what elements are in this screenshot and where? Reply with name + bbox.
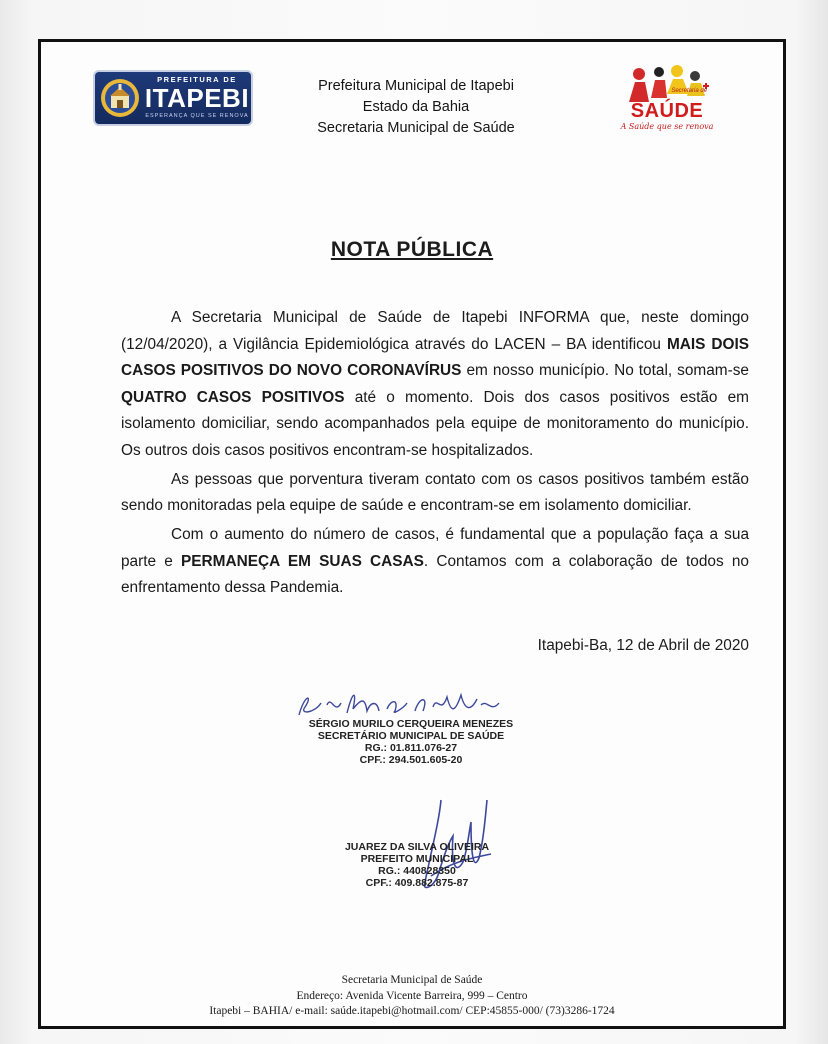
- logo-saude-name: SAÚDE: [630, 100, 704, 122]
- itapebi-logo: [93, 70, 253, 126]
- body-paragraph: [121, 522, 749, 602]
- header-line-municipality: Prefeitura Municipal de Itapebi: [318, 78, 514, 94]
- document-body: [121, 305, 749, 604]
- paragraph-text: Com o aumento do número de casos, é fundamental que a população faça a sua parte e: [121, 526, 749, 570]
- emphasis-text: QUATRO CASOS POSITIVOS: [121, 388, 345, 406]
- logo-top-text: PREFEITURA DE: [157, 75, 237, 84]
- body-paragraph: [121, 467, 749, 520]
- header-line-secretariat: Secretaria Municipal de Saúde: [317, 120, 515, 136]
- logo-tag: Secretaria de: [671, 88, 707, 94]
- signatory-cpf: CPF.: 294.501.605-20: [359, 754, 463, 766]
- logo-motto: A Saúde que se renova: [620, 122, 714, 131]
- signatory-rg: RG.: 440828350: [378, 865, 456, 877]
- emphasis-text: MAIS DOIS CASOS POSITIVOS DO NOVO CORONAVÍRUS: [121, 335, 749, 379]
- signatory-name: SÉRGIO MURILO CERQUEIRA MENEZES: [308, 718, 514, 730]
- signatory-block-2: [317, 841, 517, 889]
- saude-logo: [615, 64, 719, 136]
- paragraph-text: A Secretaria Municipal de Saúde de Itapebi INFORMA que, neste domingo (12/04/2020), a Vigilância Epidemiológica através do LACEN – BA identificou: [121, 309, 749, 353]
- date-line: Itapebi-Ba, 12 de Abril de 2020: [537, 637, 749, 654]
- signatory-cpf: CPF.: 409.882.875-87: [365, 877, 469, 889]
- header-line-state: Estado da Bahia: [362, 99, 470, 115]
- signatory-rg: RG.: 01.811.076-27: [364, 742, 458, 754]
- header-institution: [301, 76, 531, 139]
- paragraph-text: As pessoas que porventura tiveram contato com os casos positivos também estão sendo monitoradas pela equipe de saúde e encontram-se em isolamento domiciliar.: [121, 470, 749, 514]
- paragraph-text: em nosso município. No total, somam-se: [461, 362, 749, 379]
- document-title: NOTA PÚBLICA: [330, 238, 494, 261]
- paragraph-text: . Contamos com a colaboração de todos no enfrentamento dessa Pandemia.: [121, 552, 749, 596]
- body-paragraph: [121, 305, 749, 464]
- logo-slogan: ESPERANÇA QUE SE RENOVA: [145, 113, 249, 119]
- document-footer: [41, 973, 783, 1020]
- emphasis-text: PERMANEÇA EM SUAS CASAS: [181, 552, 424, 570]
- city-seal-icon: [100, 78, 140, 118]
- signatory-block-1: [291, 718, 531, 766]
- signatory-role: SECRETÁRIO MUNICIPAL DE SAÚDE: [317, 730, 505, 742]
- footer-address: Endereço: Avenida Vicente Barreira, 999 – Centro: [296, 989, 528, 1002]
- paragraph-text: até o momento. Dois dos casos positivos estão em isolamento domiciliar, sendo acompanhados pela equipe de monitoramento do município. Os outros dois casos positivos encontram-se hospitalizados.: [121, 388, 749, 459]
- document-page: [38, 39, 786, 1029]
- footer-secretariat: Secretaria Municipal de Saúde: [341, 974, 483, 986]
- signatory-role: PREFEITO MUNICIPAL: [360, 853, 474, 865]
- footer-contact: Itapebi – BAHIA/ e-mail: saúde.itapebi@hotmail.com/ CEP:45855-000/ (73)3286-1724: [209, 1005, 615, 1017]
- logo-city-name: ITAPEBI: [144, 83, 250, 113]
- signatory-name: JUAREZ DA SILVA OLIVEIRA: [344, 841, 490, 853]
